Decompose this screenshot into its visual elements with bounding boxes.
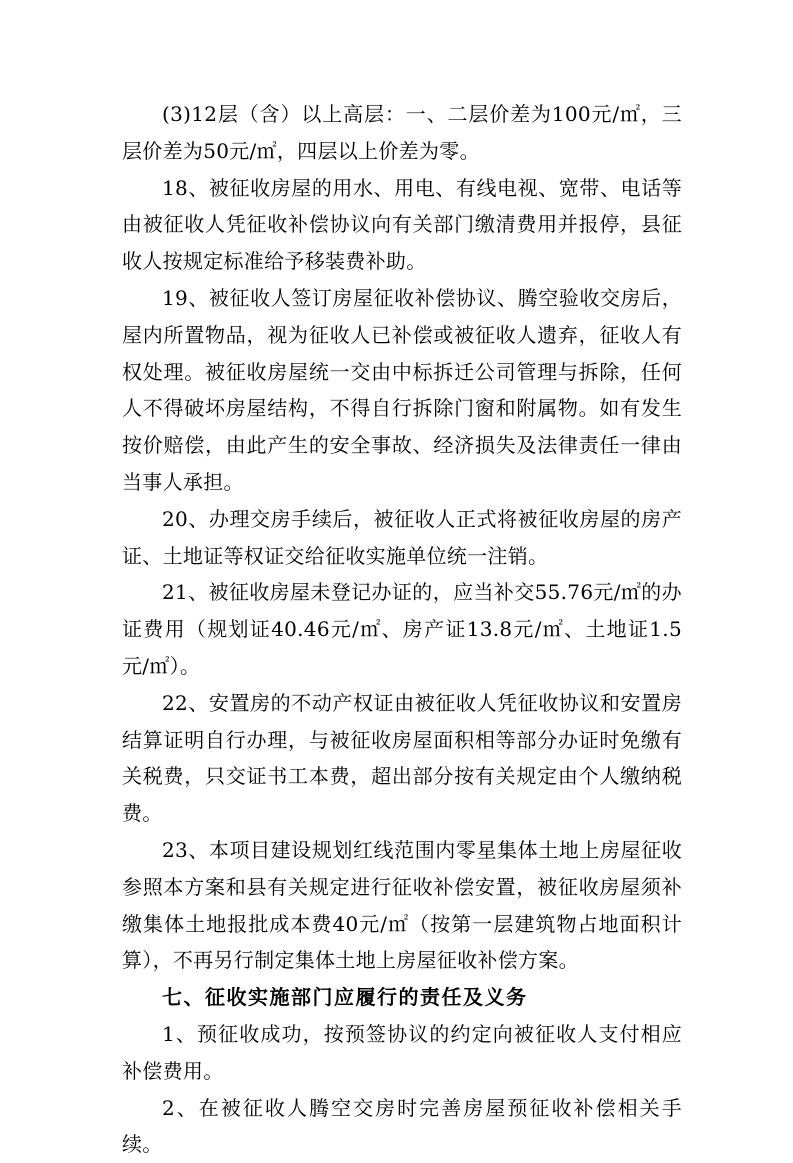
section-paragraph-1: 1、预征收成功，按预签协议的约定向被征收人支付相应补偿费用。 xyxy=(122,1021,682,1083)
paragraph-item-20: 20、办理交房手续后，被征收人正式将被征收房屋的房产证、土地证等权证交给征收实施单位统一注销。 xyxy=(122,506,682,568)
paragraph-item-22: 22、安置房的不动产权证由被征收人凭征收协议和安置房结算证明自行办理，与被征收房屋面积相等部分办证时免缴有关税费，只交证书工本费，超出部分按有关规定由个人缴纳税费。 xyxy=(122,690,682,826)
paragraph-item-23: 23、本项目建设规划红线范围内零星集体土地上房屋征收参照本方案和县有关规定进行征收补偿安置，被征收房屋须补缴集体土地报批成本费40元/㎡（按第一层建筑物占地面积计算），不再另行制定集体土地上房屋征收补偿方案。 xyxy=(122,837,682,973)
document-page xyxy=(122,96,682,1163)
paragraph-price-difference: (3)12层（含）以上高层：一、二层价差为100元/㎡，三层价差为50元/㎡，四层以上价差为零。 xyxy=(122,102,682,163)
paragraph-item-18: 18、被征收房屋的用水、用电、有线电视、宽带、电话等由被征收人凭征收补偿协议向有关部门缴清费用并报停，县征收人按规定标准给予移装费补助。 xyxy=(122,175,682,274)
paragraph-item-19: 19、被征收人签订房屋征收补偿协议、腾空验收交房后，屋内所置物品，视为征收人已补偿或被征收人遗弃，征收人有权处理。被征收房屋统一交由中标拆迁公司管理与拆除，任何人不得破坏房屋结构，不得自行拆除门窗和附属物。如有发生按价赔偿，由此产生的安全事故、经济损失及法律责任一律由当事人承担。 xyxy=(122,285,682,494)
paragraph-item-21: 21、被征收房屋未登记办证的，应当补交55.76元/㎡的办证费用（规划证40.46元/㎡、房产证13.8元/㎡、土地证1.5元/㎡）。 xyxy=(122,580,682,678)
section-paragraph-2: 2、在被征收人腾空交房时完善房屋预征收补偿相关手续。 xyxy=(122,1095,682,1157)
section-heading: 七、征收实施部门应履行的责任及义务 xyxy=(162,985,528,1010)
